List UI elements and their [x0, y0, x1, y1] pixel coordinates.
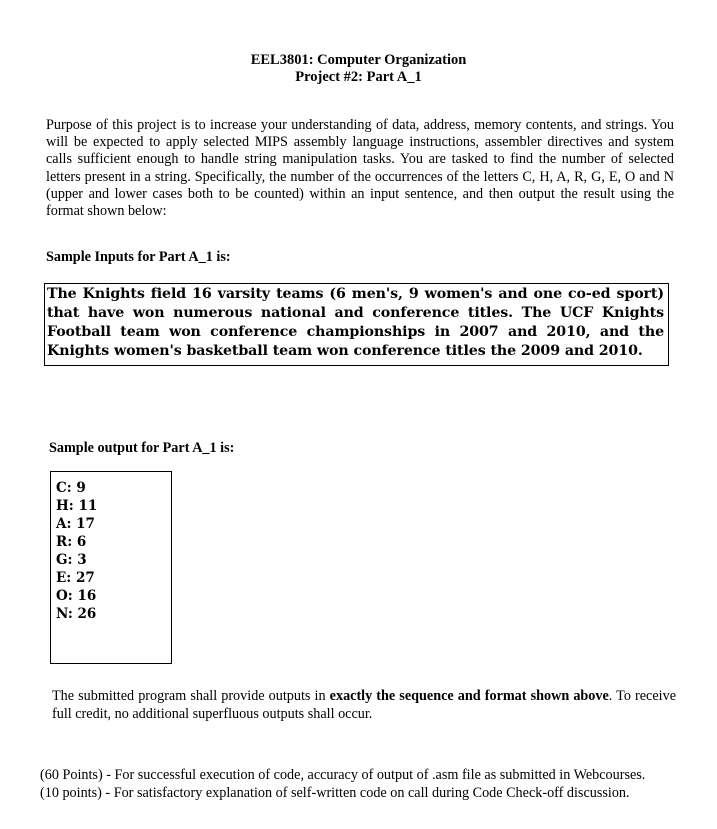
- output-row-e: E: 27: [56, 570, 95, 586]
- project-title: Project #2: Part A_1: [295, 69, 422, 85]
- grading-line-execution: (60 Points) - For successful execution of code, accuracy of output of .asm file as submitted in Webcourses.: [40, 767, 646, 783]
- sample-output-heading: Sample output for Part A_1 is:: [49, 440, 235, 456]
- output-row-a: A: 17: [56, 516, 95, 532]
- sample-input-heading: Sample Inputs for Part A_1 is:: [46, 249, 231, 265]
- output-row-r: R: 6: [56, 534, 87, 550]
- requirements-text-1: The submitted program shall provide outputs in: [52, 688, 330, 704]
- output-row-n: N: 26: [56, 606, 97, 622]
- course-title: EEL3801: Computer Organization: [250, 52, 467, 68]
- output-row-g: G: 3: [56, 552, 87, 568]
- purpose-paragraph: Purpose of this project is to increase your understanding of data, address, memory contents, and strings. You will be expected to apply selected MIPS assembly language instructions, assembler directives and system calls sufficient enough to handle string manipulation tasks. You are tasked to find the number of selected letters present in a string. Specifically, the number of the occurrences of the letters C, H, A, R, G, E, O and N (upper and lower cases both to be counted) within an input sentence, and then output the result using the format shown below:: [46, 117, 674, 220]
- output-row-o: O: 16: [56, 588, 97, 604]
- document-title: [0, 52, 717, 86]
- output-row-h: H: 11: [56, 498, 98, 514]
- grading-section: [40, 766, 645, 802]
- output-row-c: C: 9: [56, 480, 86, 496]
- sample-output-box: [50, 471, 172, 664]
- sample-input-box: The Knights field 16 varsity teams (6 men's, 9 women's and one co-ed sport) that have won numerous national and conference titles. The UCF Knights Football team won conference championships in 2007 and 2010, and the Knights women's basketball team won conference titles the 2009 and 2010.: [44, 283, 669, 366]
- requirements-text-2: . To receive full credit, no additional superfluous outputs shall occur.: [52, 688, 676, 722]
- requirements-emphasis: exactly the sequence and format shown above: [329, 688, 609, 704]
- requirements-paragraph: [52, 687, 676, 723]
- grading-line-explanation: (10 points) - For satisfactory explanation of self-written code on call during Code Check-off discussion.: [40, 785, 630, 801]
